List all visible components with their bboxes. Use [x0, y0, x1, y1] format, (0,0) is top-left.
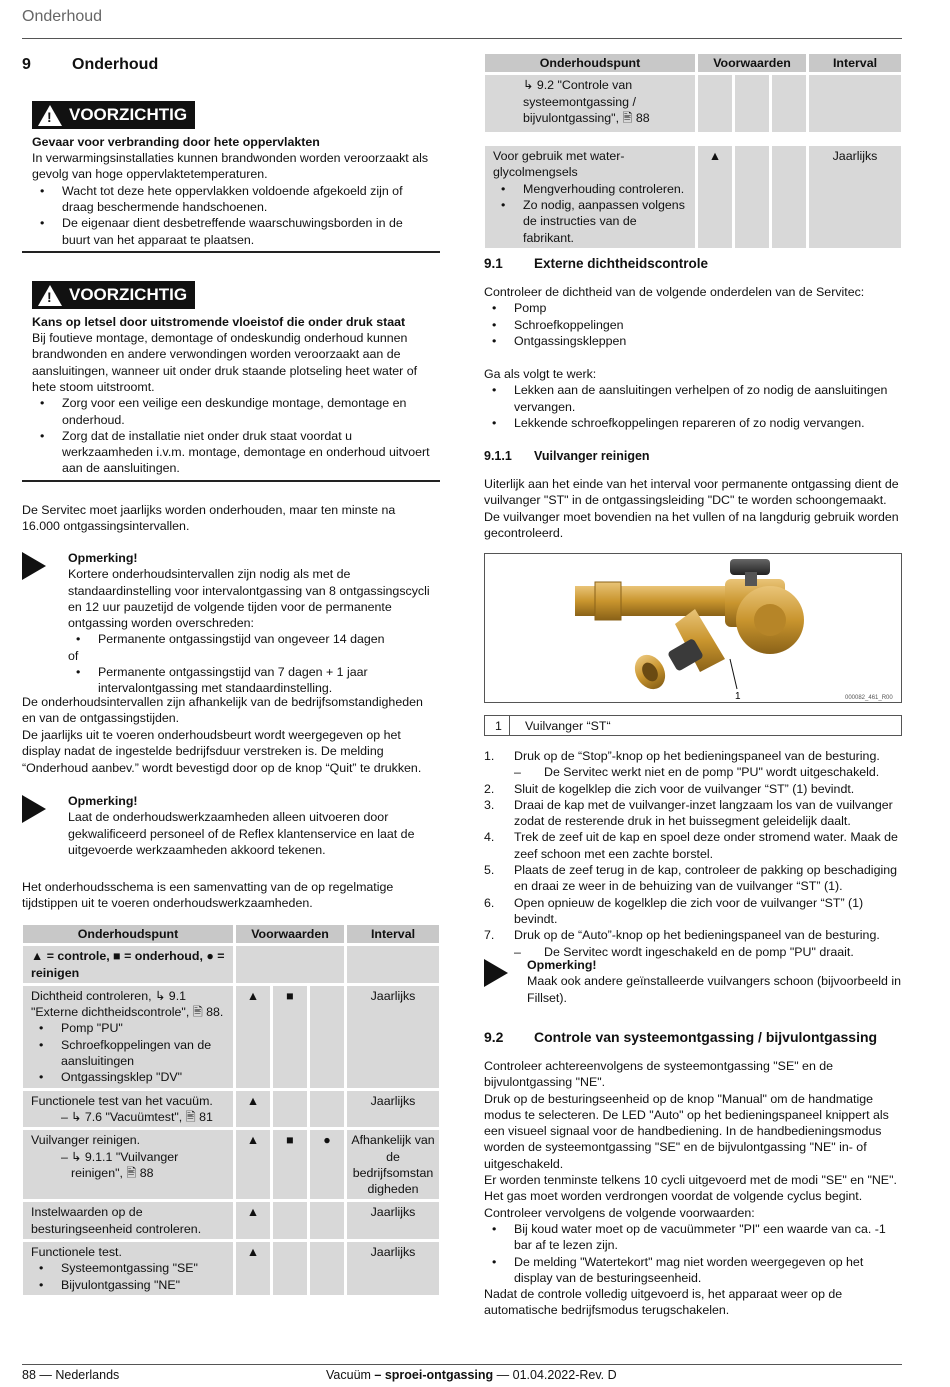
footer-page: 88 — Nederlands — [22, 1368, 120, 1382]
warning-hot-surfaces — [22, 101, 440, 253]
table-row: Vuilvanger reinigen. – ↳ 9.1.1 "Vuilvanger reinigen", 🖹 88 ▲ ■ ● Afhankelijk van de bedrijfsomstan digheden — [23, 1130, 439, 1199]
note-or: of — [68, 648, 79, 663]
strainer-illustration — [485, 554, 902, 703]
warning-text: Bij foutieve montage, demontage of ondeskundig onderhoud kunnen brandwonden en andere verwondingen worden veroorzaakt aan de aansluitingen, wanneer uit onder druk staande plotseling heet water of hete stoom uitstroomt. — [32, 331, 418, 394]
step: 4. Trek de zeef uit de kap en spoel deze onder stromend water. Maak de zeef schoon met een zachte borstel. — [484, 829, 902, 862]
step: 7. Druk op de “Auto”-knop op het bedieningspaneel van de besturing. — [484, 927, 902, 943]
col-header-interval: Interval — [809, 54, 901, 72]
table-row: Dichtheid controleren, ↳ 9.1 "Externe dichtheidscontrole", 🖹 88. • Pomp "PU" • Schroefkoppelingen van de aansluitingen • Ontgassingsklep "DV" ▲ ■ Jaarlijks — [23, 986, 439, 1088]
strainer-figure — [484, 553, 902, 703]
table-row: Voor gebruik met water-glycolmengsels • Mengverhouding controleren. • Zo nodig, aanpassen volgens de instructies van de fabrikant. ▲ Jaarlijks — [485, 146, 901, 248]
table-row: Functionele test. • Systeemontgassing "SE" • Bijvulontgassing "NE" ▲ Jaarlijks — [23, 1242, 439, 1295]
paragraph-display: De jaarlijks uit te voeren onderhoudsbeurt wordt weergegeven op het display nadat de ingestelde bedrijfsduur verstreken is. De melding “Onderhoud aanbev.” wordt bevestigd door op de knop “Quit” te drukken. — [22, 728, 422, 775]
header-rule — [22, 38, 902, 39]
maintenance-table — [20, 922, 442, 1298]
warning-bullet: • De eigenaar dient desbetreffende waarschuwingsborden in de buurt van het apparaat te plaatsen. — [32, 215, 430, 248]
procedure-steps — [484, 748, 902, 960]
section-9-1-1-body: Uiterlijk aan het einde van het interval voor permanente ontgassing dient de vuilvanger "ST" in de ontgassingsleiding "DC" te worden schoongemaakt. De vuilvanger moet bovendien na het vullen of na langdurig gebruik worden gecontroleerd. — [484, 477, 899, 540]
figure-code: 000082_461_R00 — [845, 695, 893, 701]
note-text: Maak ook andere geïnstalleerde vuilvangers schoon (bijvoorbeeld in Fillset). — [527, 974, 902, 1005]
figure-callout: 1 — [735, 691, 741, 702]
note-text: Laat de onderhoudswerkzaamheden alleen uitvoeren door gekwalificeerd personeel of de Reflex klantenservice en laat de uitgevoerde werkzaamheden akkoord tekenen. — [68, 810, 415, 857]
table-row: Instelwaarden op de besturingseenheid controleren. ▲ Jaarlijks — [23, 1202, 439, 1239]
footer-rule — [22, 1364, 902, 1365]
legend-cell: ▲ = controle, ■ = onderhoud, ● = reinigen — [23, 946, 233, 983]
figure-caption: 1 Vuilvanger “ST“ — [484, 715, 902, 736]
note-bullet: • Permanente ontgassingstijd van 7 dagen + 1 jaar intervalontgassing met standaardinstelling. — [68, 664, 440, 697]
section-9-title: 9 Onderhoud — [22, 56, 159, 73]
warning-bullet: • Zorg voor een veilige een deskundige montage, demontage en onderhoud. — [32, 395, 430, 428]
note-title: Opmerking! — [68, 551, 138, 565]
warning-pressure — [22, 281, 440, 482]
note-qualified — [22, 793, 440, 858]
note-title: Opmerking! — [68, 794, 138, 808]
col-header-interval: Interval — [347, 925, 439, 943]
footer-doc: Vacuüm – sproei-ontgassing — 01.04.2022-Rev. D — [326, 1368, 617, 1382]
maintenance-table-continued — [482, 51, 904, 251]
warning-heading: Gevaar voor verbranding door hete oppervlakten — [32, 134, 320, 149]
paragraph-intervals: De onderhoudsintervallen zijn afhankelijk van de bedrijfsomstandigheden en van de ontgassingstijden. — [22, 695, 423, 726]
step-result: – De Servitec wordt ingeschakeld en de pomp "PU" draait. — [484, 944, 902, 960]
table-row — [23, 946, 439, 983]
warning-text: In verwarmingsinstallaties kunnen brandwonden worden veroorzaakt als gevolg van hoge oppervlaktetemperaturen. — [32, 151, 429, 182]
warning-heading: Kans op letsel door uitstromende vloeistof die onder druk staat — [32, 314, 406, 329]
note-arrow-icon — [22, 795, 46, 823]
note-bullet: • Permanente ontgassingstijd van ongeveer 14 dagen — [68, 631, 440, 647]
warning-badge: ! VOORZICHTIG — [32, 101, 195, 129]
section-9-2-title: 9.2 Controle van systeemontgassing / bijvulontgassing — [484, 1029, 878, 1045]
step: 1. Druk op de “Stop”-knop op het bedieningspaneel van de besturing. — [484, 748, 902, 764]
running-header: Onderhoud — [22, 8, 103, 25]
intro-paragraph: De Servitec moet jaarlijks worden onderhouden, maar ten minste na 16.000 ontgassingsintervallen. — [22, 503, 396, 534]
step: 5. Plaats de zeef terug in de kap, controleer de pakking op beschadiging en draai ze weer in de behuizing van de vuilvanger “ST” (1). — [484, 862, 902, 895]
note-other-strainers — [484, 957, 902, 1006]
note-title: Opmerking! — [527, 958, 597, 972]
table-row: ↳ 9.2 "Controle van systeemontgassing / bijvulontgassing", 🖹 88 — [485, 75, 901, 132]
section-9-1-title: 9.1 Externe dichtheidscontrole — [484, 256, 709, 271]
paragraph-schedule: Het onderhoudsschema is een samenvatting van de op regelmatige tijdstippen uit te voeren onderhoudswerkzaamheden. — [22, 880, 394, 911]
note-arrow-icon — [484, 959, 508, 987]
col-header-conditions: Voorwaarden — [698, 54, 806, 72]
col-header-item: Onderhoudspunt — [485, 54, 695, 72]
table-row: Functionele test van het vacuüm. – ↳ 7.6 "Vacuümtest", 🖹 81 ▲ Jaarlijks — [23, 1091, 439, 1128]
note-arrow-icon — [22, 552, 46, 580]
col-header-conditions: Voorwaarden — [236, 925, 344, 943]
col-header-item: Onderhoudspunt — [23, 925, 233, 943]
step: 2. Sluit de kogelklep die zich voor de vuilvanger “ST” (1) bevindt. — [484, 781, 902, 797]
section-9-1-1-title: 9.1.1 Vuilvanger reinigen — [484, 449, 650, 463]
note-intervals — [22, 550, 440, 697]
warning-bullet: • Zorg dat de installatie niet onder druk staat voordat u werkzaamheden i.v.m. montage, demontage en onderhoud uitvoert aan de aansluitingen. — [32, 428, 430, 477]
section-9-2-body: Controleer achtereenvolgens de systeemontgassing "SE" en de bijvulontgassing "NE". Druk op de besturingseenheid op de knop "Manual" om de handmatige modus te selecteren. De LED "Auto" op het bedieningspaneel knippert als een visueel signaal voor de handbediening. In de handbedieningsmodus worden de systeemontgassing "SE" en de bijvulontgassing "NE" in- of uitgeschakeld. Er worden tenminste telkens 10 cycli uitgevoerd met de modi "SE" en "NE". Het gas moet worden verdrongen voordat de volgende cyclus begint. Controleer vervolgens de volgende voorwaarden: • Bij koud water moet op de vacuümmeter "PI" een waarde van ca. -1 bar af te lezen zijn. • De melding "Watertekort" mag niet worden weergegeven op het display van de besturingseenheid. Nadat de controle volledig uitgevoerd is, het apparaat weer op de automatische bedrijfsmodus terugschakelen. — [484, 1058, 902, 1319]
section-9-1-body: Controleer de dichtheid van de volgende onderdelen van de Servitec: • Pomp • Schroefkoppelingen • Ontgassingskleppen Ga als volgt te werk: • Lekken aan de aansluitingen verhelpen of zo nodig de aansluitingen vervangen. • Lekkende schroefkoppelingen repareren of zo nodig vervangen. — [484, 284, 902, 431]
step: 6. Open opnieuw de kogelklep die zich voor de vuilvanger “ST” (1) bevindt. — [484, 895, 902, 928]
warning-bullet: • Wacht tot deze hete oppervlakken voldoende afgekoeld zijn of draag beschermende handschoenen. — [32, 183, 430, 216]
step-result: – De Servitec werkt niet en de pomp "PU" wordt uitgeschakeld. — [484, 764, 902, 780]
step: 3. Draai de kap met de vuilvanger-inzet langzaam los van de vuilvanger zodat de resterende druk in het buissegment geleidelijk daalt. — [484, 797, 902, 830]
note-text: Kortere onderhoudsintervallen zijn nodig als met de standaardinstelling voor intervalontgassing van 8 ontgassingscycli en 12 uur pauzetijd de volgende tijden voor de permanente ontgassing worden overschreden: — [68, 567, 430, 631]
warning-badge: ! VOORZICHTIG — [32, 281, 195, 309]
